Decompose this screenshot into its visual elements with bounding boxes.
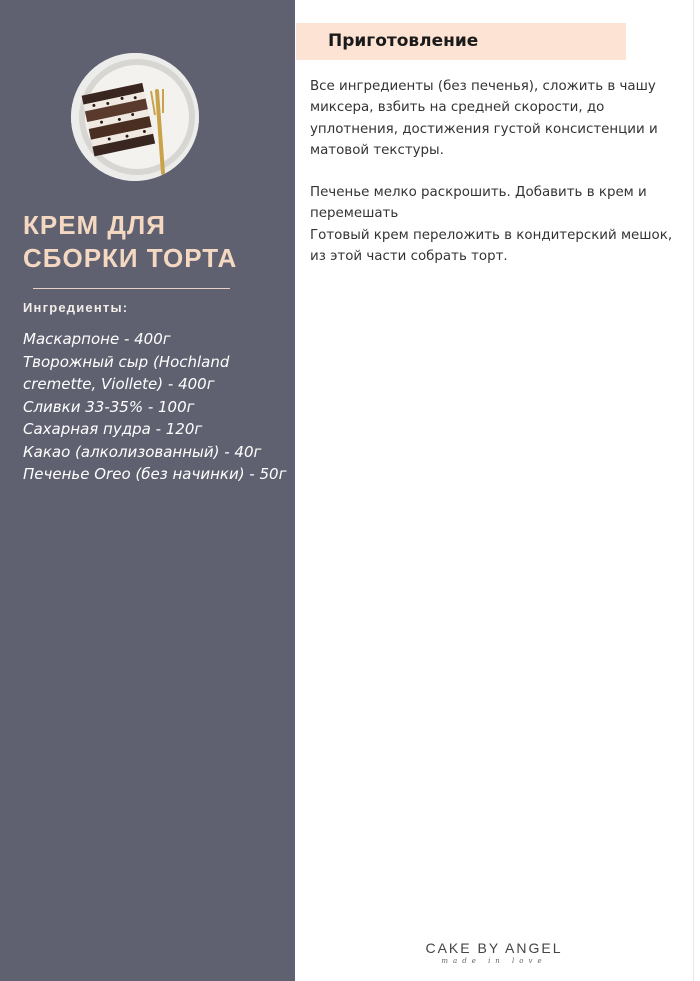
brand-name: CAKE BY ANGEL — [425, 940, 563, 956]
page-edge — [693, 0, 694, 981]
brand-footer — [394, 940, 594, 965]
preparation-paragraph: Все ингредиенты (без печенья), сложить в чашу миксера, взбить на средней скорости, до уплотнения, достижения густой консистенции и матовой текстуры. — [310, 79, 658, 158]
ingredient-item: Творожный сыр (Hochland cremette, Viollete) - 400г — [23, 352, 230, 393]
brand-tagline: made in love — [441, 957, 547, 965]
ingredient-item: Печенье Oreo (без начинки) - 50г — [23, 465, 287, 483]
preparation-heading-bar — [296, 23, 626, 60]
ingredient-item: Сахарная пудра - 120г — [23, 420, 203, 438]
ingredient-item: Маскарпоне - 400г — [23, 330, 171, 348]
cake-photo — [71, 53, 199, 181]
ingredients-heading: Ингредиенты: — [23, 300, 129, 315]
preparation-paragraph: Печенье мелко раскрошить. Добавить в крем и перемешать Готовый крем переложить в кондитерский мешок, из этой части собрать торт. — [310, 185, 673, 265]
ingredient-item: Какао (алколизованный) - 40г — [23, 442, 262, 461]
ingredients-list — [23, 328, 291, 486]
cake-photo-image — [71, 53, 199, 181]
sidebar — [0, 0, 295, 981]
ingredient-item: Сливки 33-35% - 100г — [23, 397, 195, 416]
recipe-title: КРЕМ ДЛЯ СБОРКИ ТОРТА — [23, 210, 238, 273]
preparation-heading: Приготовление — [328, 31, 479, 51]
preparation-text — [310, 76, 680, 267]
title-divider — [33, 288, 230, 289]
